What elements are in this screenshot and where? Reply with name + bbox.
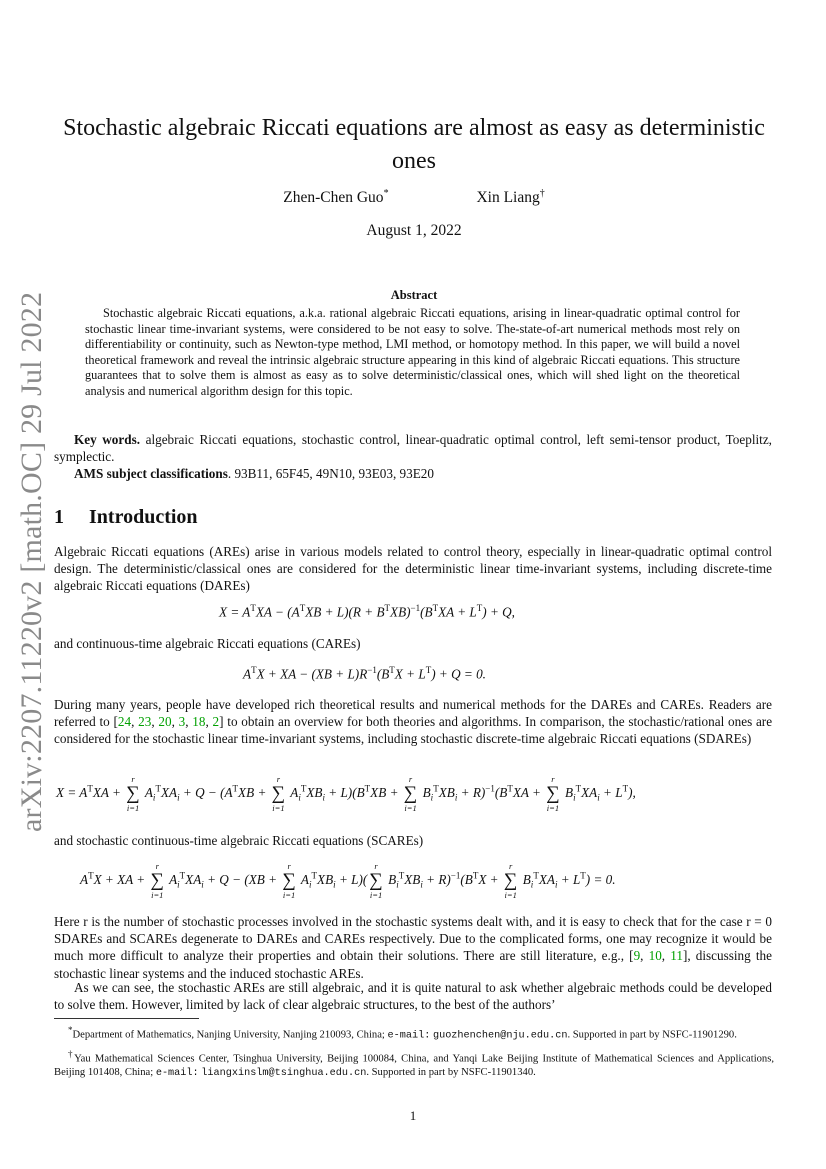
author-footnote-mark[interactable]: *	[383, 188, 389, 199]
arxiv-identifier[interactable]: arXiv:2207.11220v2 [math.OC] 29 Jul 2022	[15, 291, 48, 832]
email-address[interactable]: liangxinslm@tsinghua.edu.cn	[201, 1067, 367, 1079]
author-list	[54, 188, 774, 207]
citation-link[interactable]: 18	[192, 714, 206, 730]
abstract-text: Stochastic algebraic Riccati equations, a.k.a. rational algebraic Riccati equations, arising in linear-quadratic optimal control for stochastic linear time-invariant systems, were considered to be not easy to solve. The-state-of-art numerical methods most rely on differentiability or continuity, such as Newton-type method, LMI method, or homotopy method. In this paper, we will build a novel theoretical framework and reveal the intrinsic algebraic structure appearing in this kind of algebraic Riccati equations. This structure guarantees that to solve them is almost as easy as to solve deterministic/classical ones, which will shed light on the theoretical analysis and numerical algorithm design for this topic.	[85, 306, 740, 398]
author-name: Zhen-Chen Guo	[283, 189, 384, 207]
keywords-label: Key words.	[74, 432, 141, 447]
ams-label: AMS subject classifications	[74, 466, 228, 481]
abstract-heading: Abstract	[390, 288, 438, 302]
ams-text: . 93B11, 65F45, 49N10, 93E03, 93E20	[227, 466, 434, 481]
paragraph-motivation: As we can see, the stochastic AREs are still algebraic, and it is quite natural to ask whether algebraic methods could be developed to solve them. However, limited by lack of clear algebraic structures, to the best of the authors’	[54, 980, 772, 1013]
ams-classifications	[54, 465, 772, 482]
history-text: During many years, people have developed rich theoretical results and numerical methods for the DAREs and CAREs. Readers are referred to [	[54, 697, 772, 730]
paragraph-history: During many years, people have developed rich theoretical results and numerical methods for the DAREs and CAREs. Readers are referred to [24, 23, 20, 3, 18, 2] to obtain an overview for both theories and algorithms. In comparison, the stochastic/rational ones are considered for the stochastic linear time-invariant systems, including stochastic discrete-time algebraic Riccati equations (SDAREs)	[54, 697, 773, 747]
footnote-text: . Supported in part by NSFC-11901340.	[366, 1066, 536, 1078]
paragraph-discussion: Here r is the number of stochastic processes involved in the stochastic systems dealt with, and it is easy to check that for the case r = 0 SDAREs and SCAREs degenerate to DAREs and CAREs respectively. Due to the complicated forms, one may recognize it would be much more difficult to analyze their properties and obtain their solutions. There are still literature, e.g., [9, 10, 11], discussing the stochastic linear systems and the induced stochastic AREs.	[54, 914, 773, 981]
discussion-text: Here r is the number of stochastic processes involved in the stochastic systems dealt with, and it is easy to check that for the case r = 0 SDAREs and SCAREs degenerate to DAREs and CAREs respectively. Due to the complicated forms, one may recognize it would be much more difficult to analyze their properties and obtain their solutions. There are still literature, e.g., [	[54, 914, 772, 964]
history-text: ] to obtain an overview for both theories and algorithms. In comparison, the stochastic/rational ones are considered for the stochastic linear time-invariant systems, including stochastic discrete-time algebraic Riccati equations (SDAREs)	[54, 714, 773, 747]
footnote-text: Department of Mathematics, Nanjing University, Nanjing 210093, China;	[72, 1029, 385, 1041]
section-heading	[54, 506, 198, 529]
author-footnote-mark[interactable]: †	[539, 188, 545, 199]
footnote-mark: †	[68, 1049, 75, 1059]
email-label: e-mail:	[155, 1067, 199, 1079]
footnote-text: Yau Mathematical Sciences Center, Tsinghua University, Beijing 100084, China, and Yanqi Lake Beijing Institute of Mathematical Sciences and Applications, Beijing 101408, China;	[54, 1053, 774, 1078]
equation-care: $A^TX$ + XA − $(XB + L)R^{-1}(B^TX + L^T) + Q = 0$.	[243, 665, 486, 682]
equation-dare: $X = A^TXA - (A^TXB + L)(R + B^TXB)^{-1}(B^TXA + L^T) + Q$,	[219, 603, 515, 620]
author-2	[476, 188, 544, 207]
citation-link[interactable]: 9	[633, 948, 641, 964]
page-number: 1	[409, 1108, 417, 1123]
citation-link[interactable]: 3	[178, 714, 186, 730]
email-address[interactable]: guozhenchen@nju.edu.cn	[432, 1030, 568, 1042]
section-title: Introduction	[89, 506, 198, 528]
citation-link[interactable]: 11	[670, 948, 683, 964]
section-number: 1	[54, 506, 64, 528]
paper-date: August 1, 2022	[366, 222, 462, 239]
paragraph-care-intro: and continuous-time algebraic Riccati equations (CAREs)	[54, 636, 361, 651]
citation-link[interactable]: 20	[158, 714, 172, 730]
citation-link[interactable]: 2	[212, 714, 220, 730]
paragraph-intro: Algebraic Riccati equations (AREs) arise in various models related to control theory, especially in linear-quadratic optimal control design. The deterministic/classical ones are considered for the deterministic linear time-invariant systems, including discrete-time algebraic Riccati equations (DAREs)	[54, 544, 772, 594]
email-label: e-mail:	[387, 1030, 431, 1042]
discussion-text: ], discussing the stochastic linear systems and the induced stochastic AREs.	[54, 948, 773, 981]
citation-link[interactable]: 10	[648, 948, 662, 964]
author-name: Xin Liang	[476, 189, 540, 207]
keywords	[54, 431, 772, 465]
footnote-text: . Supported in part by NSFC-11901290.	[567, 1029, 737, 1041]
paragraph-scare-intro: and stochastic continuous-time algebraic Riccati equations (SCAREs)	[54, 833, 424, 848]
citation-link[interactable]: 23	[138, 714, 152, 730]
footnote-1	[54, 1024, 774, 1043]
author-1	[283, 188, 388, 207]
footnote-mark: *	[68, 1025, 73, 1035]
keywords-text: algebraic Riccati equations, stochastic control, linear-quadratic optimal control, left semi-tensor product, Toeplitz, symplectic.	[54, 432, 772, 465]
footnote-2	[54, 1048, 774, 1080]
equation-scare: $A^TX$ + XA + r ∑ i=1 $A_i^TXA_i + Q - (XB$ + r ∑ i=1 $A_i^TXB_i + L$)( r ∑ i=1 $B_i^TXB_i + R)^{-1}(B^TX$ + r ∑ i=1 $B_i^TXA_i + L^T) = 0$.	[80, 861, 616, 900]
paper-title: Stochastic algebraic Riccati equations are almost as easy as deterministic ones	[63, 115, 765, 174]
footnote-divider	[54, 1018, 199, 1019]
citation-link[interactable]: 24	[117, 714, 132, 730]
equation-sdare: $X = A^TXA$ + r ∑ i=1 $A_i^TXA_i + Q - (A^TXB$ + r ∑ i=1 $A_i^TXB_i + L)(B^TXB$ + r ∑ i=1 $B_i^TXB_i + R)^{-1}(B^TXA$ + r ∑ i=1 $B_i^TXA_i + L^T$),	[56, 774, 636, 813]
